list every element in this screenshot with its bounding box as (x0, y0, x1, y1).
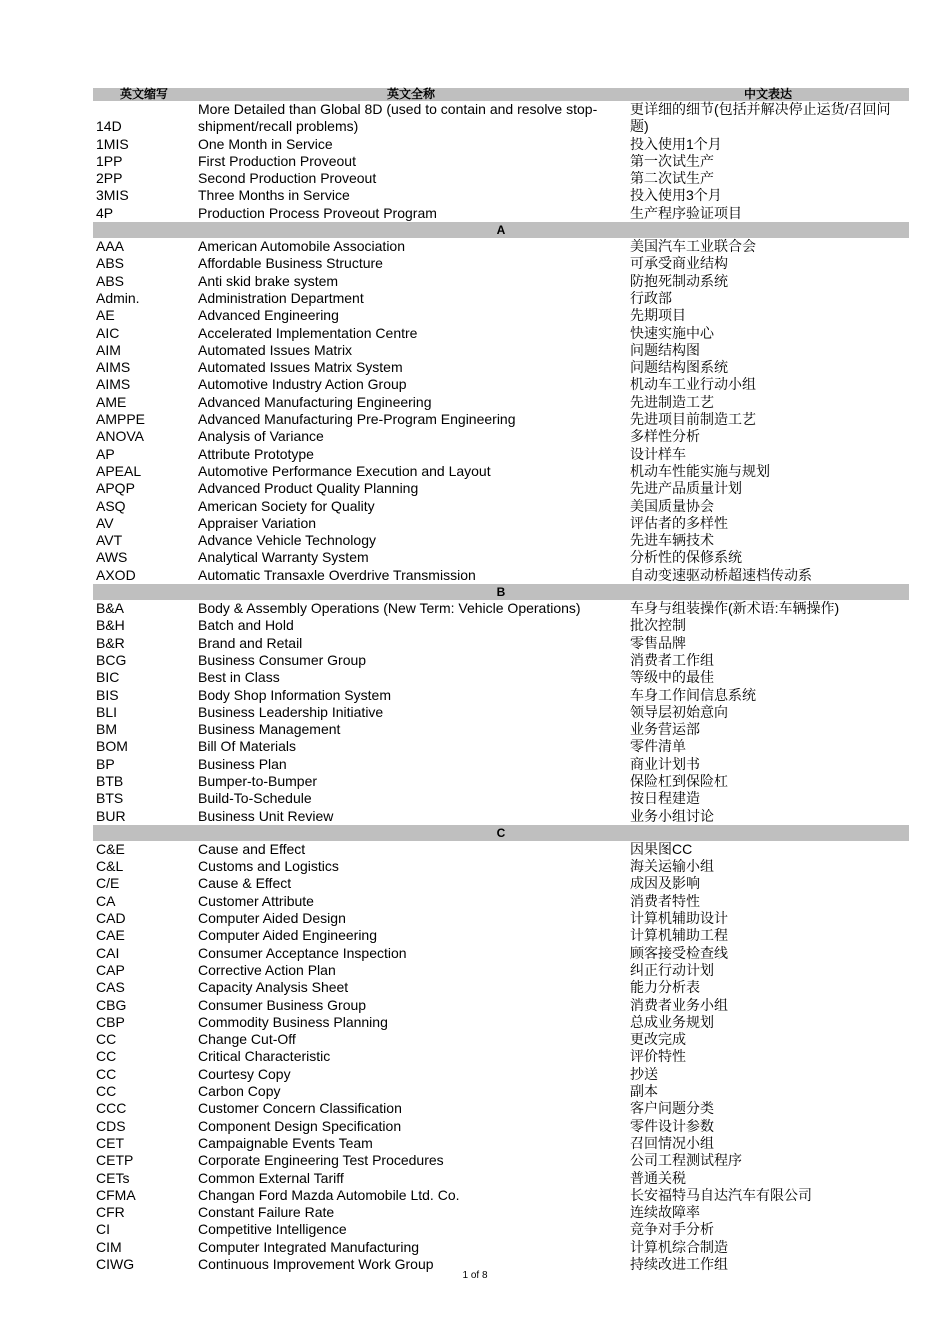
cell-cn: 生产程序验证项目 (630, 204, 742, 221)
cell-abbr: Admin. (96, 289, 140, 306)
cell-full: Bill Of Materials (198, 738, 297, 755)
cell-cn: 领导层初始意向 (630, 703, 728, 720)
table-row (93, 669, 909, 686)
cell-full: First Production Proveout (198, 152, 356, 169)
cell-abbr: CIM (96, 1238, 122, 1255)
table-row (93, 738, 909, 755)
cell-cn: 先进制造工艺 (630, 393, 714, 410)
cell-abbr: B&R (96, 634, 125, 651)
cell-cn: 能力分析表 (630, 979, 700, 996)
cell-abbr: CETP (96, 1152, 134, 1169)
table-row (93, 394, 909, 411)
cell-abbr: 4P (96, 204, 114, 221)
table-row (93, 1014, 909, 1031)
table-row (93, 1152, 909, 1169)
table-row (93, 945, 909, 962)
cell-cn: 消费者特性 (630, 892, 700, 909)
cell-full: Three Months in Service (198, 187, 350, 204)
abbreviation-table (93, 88, 909, 1273)
table-row (93, 463, 909, 480)
cell-abbr: CIWG (96, 1256, 135, 1272)
cell-cn: 防抱死制动系统 (630, 272, 728, 289)
cell-abbr: CI (96, 1221, 110, 1238)
cell-cn: 分析性的保修系统 (630, 549, 742, 566)
cell-full: One Month in Service (198, 135, 333, 152)
cell-abbr: AP (96, 445, 115, 462)
table-row (93, 567, 909, 584)
table-row (93, 1118, 909, 1135)
cell-abbr: C/E (96, 875, 120, 892)
cell-full: Commodity Business Planning (198, 1013, 388, 1030)
cell-full: American Automobile Association (198, 238, 405, 255)
cell-abbr: APQP (96, 480, 135, 497)
header-full: 英文全称 (195, 88, 627, 101)
table-row (93, 238, 909, 255)
cell-full: Computer Aided Engineering (198, 927, 378, 944)
cell-full: Automated Issues Matrix (198, 341, 353, 358)
table-row (93, 498, 909, 515)
table-row (93, 962, 909, 979)
cell-full: Campaignable Events Team (198, 1134, 373, 1151)
cell-full: More Detailed than Global 8D (used to contain and resolve stop-shipment/recall problems) (198, 101, 598, 135)
cell-cn: 投入使用1个月 (630, 135, 722, 152)
cell-full: Bumper-to-Bumper (198, 772, 318, 789)
cell-cn: 零件设计参数 (630, 1117, 714, 1134)
cell-cn: 美国汽车工业联合会 (630, 238, 756, 255)
cell-full: Corporate Engineering Test Procedures (198, 1152, 444, 1169)
cell-full: Cause & Effect (198, 875, 292, 892)
cell-cn: 消费者业务小组 (630, 996, 728, 1013)
cell-cn: 连续故障率 (630, 1204, 700, 1221)
cell-cn: 机动车工业行动小组 (630, 376, 756, 393)
cell-full: Appraiser Variation (198, 514, 317, 531)
cell-cn: 零件清单 (630, 738, 686, 755)
section-letter: C (93, 825, 909, 841)
cell-cn: 先进产品质量计划 (630, 480, 742, 497)
cell-cn: 等级中的最佳 (630, 669, 714, 686)
cell-full: Advanced Manufacturing Engineering (198, 393, 432, 410)
table-row (93, 1031, 909, 1048)
table-row (93, 600, 909, 617)
cell-cn: 评价特性 (630, 1048, 686, 1065)
cell-abbr: CCC (96, 1100, 127, 1117)
cell-cn: 评估者的多样性 (630, 514, 728, 531)
cell-cn: 多样性分析 (630, 428, 700, 445)
cell-cn: 消费者工作组 (630, 651, 714, 668)
cell-cn: 因果图CC (630, 840, 693, 857)
cell-abbr: 2PP (96, 170, 123, 187)
cell-full: Customer Attribute (198, 892, 314, 909)
cell-full: Cause and Effect (198, 840, 306, 857)
cell-cn: 副本 (630, 1083, 658, 1100)
cell-full: Brand and Retail (198, 634, 303, 651)
cell-cn: 保险杠到保险杠 (630, 772, 728, 789)
cell-full: Automotive Performance Execution and Layout (198, 462, 491, 479)
table-row (93, 1066, 909, 1083)
section-header-row (93, 222, 909, 238)
cell-full: Analysis of Variance (198, 428, 324, 445)
cell-cn: 商业计划书 (630, 755, 700, 772)
cell-abbr: AVT (96, 532, 123, 549)
page-number: 1 of 8 (462, 1270, 488, 1281)
table-row (93, 101, 909, 136)
cell-abbr: CET (96, 1134, 124, 1151)
table-row (93, 617, 909, 634)
table-row (93, 997, 909, 1014)
cell-full: Business Unit Review (198, 807, 334, 824)
cell-cn: 先进项目前制造工艺 (630, 411, 756, 428)
cell-cn: 先进车辆技术 (630, 532, 714, 549)
cell-full: Constant Failure Rate (198, 1204, 335, 1221)
cell-full: American Society for Quality (198, 497, 375, 514)
cell-abbr: B&H (96, 617, 125, 634)
cell-cn: 总成业务规划 (630, 1013, 714, 1030)
header-cn: 中文表达 (627, 88, 909, 101)
table-row (93, 1204, 909, 1221)
cell-full: Continuous Improvement Work Group (198, 1256, 434, 1272)
cell-full: Body Shop Information System (198, 686, 391, 703)
cell-full: Administration Department (198, 289, 364, 306)
header-row (93, 88, 909, 101)
cell-abbr: CAE (96, 927, 125, 944)
cell-cn: 行政部 (630, 289, 672, 306)
table-row (93, 773, 909, 790)
cell-cn: 顾客接受检查线 (630, 944, 728, 961)
cell-full: Advanced Engineering (198, 307, 339, 324)
cell-abbr: AME (96, 393, 127, 410)
cell-abbr: ANOVA (96, 428, 144, 445)
cell-full: Consumer Business Group (198, 996, 367, 1013)
cell-abbr: AAA (96, 238, 125, 255)
cell-cn: 零售品牌 (630, 634, 686, 651)
cell-full: Business Management (198, 721, 341, 738)
cell-abbr: BTB (96, 772, 124, 789)
cell-abbr: CFMA (96, 1186, 136, 1203)
cell-cn: 计算机综合制造 (630, 1238, 728, 1255)
cell-full: Capacity Analysis Sheet (198, 979, 349, 996)
cell-full: Advanced Product Quality Planning (198, 480, 419, 497)
table-row (93, 858, 909, 875)
table-row (93, 808, 909, 825)
cell-full: Accelerated Implementation Centre (198, 324, 418, 341)
cell-abbr: AV (96, 514, 114, 531)
cell-full: Corrective Action Plan (198, 961, 336, 978)
section-header-row (93, 584, 909, 600)
cell-full: Changan Ford Mazda Automobile Ltd. Co. (198, 1186, 460, 1203)
cell-abbr: ABS (96, 255, 125, 272)
cell-cn: 第二次试生产 (630, 170, 714, 187)
table-row (93, 153, 909, 170)
cell-cn: 第一次试生产 (630, 152, 714, 169)
cell-full: Competitive Intelligence (198, 1221, 347, 1238)
cell-full: Production Process Proveout Program (198, 204, 437, 221)
cell-cn: 先期项目 (630, 307, 686, 324)
section-letter: B (93, 584, 909, 600)
table-row (93, 255, 909, 272)
cell-abbr: AE (96, 307, 115, 324)
table-row (93, 532, 909, 549)
cell-cn: 海关运输小组 (630, 858, 714, 875)
cell-full: Change Cut-Off (198, 1031, 296, 1048)
table-row (93, 927, 909, 944)
table-row (93, 515, 909, 532)
cell-abbr: CAP (96, 961, 125, 978)
table-row (93, 359, 909, 376)
table-row (93, 893, 909, 910)
cell-cn: 投入使用3个月 (630, 187, 722, 204)
cell-abbr: CETs (96, 1169, 130, 1186)
cell-cn: 抄送 (630, 1065, 658, 1082)
cell-abbr: AIC (96, 324, 120, 341)
table-row (93, 480, 909, 497)
cell-abbr: CA (96, 892, 116, 909)
cell-cn: 问题结构图系统 (630, 359, 728, 376)
cell-abbr: 3MIS (96, 187, 129, 204)
cell-abbr: BP (96, 755, 115, 772)
cell-cn: 美国质量协会 (630, 497, 714, 514)
table-row (93, 721, 909, 738)
table-row (93, 1239, 909, 1256)
cell-full: Component Design Specification (198, 1117, 402, 1134)
cell-abbr: B&A (96, 600, 125, 617)
cell-full: Advance Vehicle Technology (198, 532, 376, 549)
cell-abbr: CAD (96, 910, 126, 927)
cell-full: Automatic Transaxle Overdrive Transmission (198, 566, 476, 583)
cell-cn: 公司工程测试程序 (630, 1152, 742, 1169)
cell-cn: 问题结构图 (630, 341, 700, 358)
cell-abbr: CC (96, 1065, 117, 1082)
abbreviation-sheet (93, 88, 909, 1273)
cell-abbr: CAI (96, 944, 120, 961)
header-abbr: 英文缩写 (93, 88, 195, 101)
cell-abbr: BCG (96, 651, 127, 668)
cell-cn: 客户问题分类 (630, 1100, 714, 1117)
cell-cn: 自动变速驱动桥超速档传动系 (630, 566, 812, 583)
cell-cn: 机动车性能实施与规划 (630, 462, 770, 479)
cell-abbr: CDS (96, 1117, 126, 1134)
cell-full: Business Leadership Initiative (198, 703, 384, 720)
table-row (93, 1048, 909, 1065)
cell-full: Common External Tariff (198, 1169, 344, 1186)
cell-cn: 车身与组装操作(新术语:车辆操作) (630, 600, 840, 617)
cell-abbr: C&E (96, 840, 125, 857)
cell-abbr: 14D (96, 118, 122, 135)
cell-full: Best in Class (198, 669, 280, 686)
cell-full: Automotive Industry Action Group (198, 376, 407, 393)
cell-abbr: CAS (96, 979, 125, 996)
table-row (93, 549, 909, 566)
section-letter: A (93, 222, 909, 238)
table-body (93, 101, 909, 1273)
cell-full: Computer Aided Design (198, 910, 346, 927)
cell-cn: 长安福特马自达汽车有限公司 (630, 1186, 812, 1203)
table-row (93, 307, 909, 324)
table-row (93, 756, 909, 773)
cell-abbr: C&L (96, 858, 124, 875)
table-row (93, 342, 909, 359)
table-row (93, 875, 909, 892)
cell-abbr: AMPPE (96, 411, 146, 428)
cell-abbr: AIMS (96, 376, 131, 393)
table-row (93, 376, 909, 393)
cell-cn: 计算机辅助设计 (630, 910, 728, 927)
table-row (93, 325, 909, 342)
table-row (93, 635, 909, 652)
table-row (93, 687, 909, 704)
cell-abbr: CC (96, 1083, 117, 1100)
table-row (93, 136, 909, 153)
cell-cn: 快速实施中心 (630, 324, 714, 341)
table-row (93, 790, 909, 807)
cell-full: Automated Issues Matrix System (198, 359, 403, 376)
table-row (93, 1187, 909, 1204)
cell-full: Batch and Hold (198, 617, 294, 634)
cell-abbr: CC (96, 1048, 117, 1065)
cell-abbr: CBG (96, 996, 127, 1013)
cell-cn: 业务小组讨论 (630, 807, 714, 824)
cell-full: Consumer Acceptance Inspection (198, 944, 407, 961)
table-row (93, 205, 909, 222)
section-header-row (93, 825, 909, 841)
cell-cn: 持续改进工作组 (630, 1256, 728, 1272)
table-row (93, 841, 909, 858)
table-row (93, 411, 909, 428)
cell-full: Customs and Logistics (198, 858, 339, 875)
cell-cn: 竞争对手分析 (630, 1221, 714, 1238)
cell-full: Anti skid brake system (198, 272, 339, 289)
cell-abbr: ABS (96, 272, 125, 289)
cell-cn: 可承受商业结构 (630, 255, 728, 272)
table-row (93, 1221, 909, 1238)
cell-cn: 纠正行动计划 (630, 961, 714, 978)
cell-full: Affordable Business Structure (198, 255, 383, 272)
cell-abbr: BM (96, 721, 117, 738)
cell-abbr: ASQ (96, 497, 126, 514)
cell-cn: 普通关税 (630, 1169, 686, 1186)
table-row (93, 1170, 909, 1187)
cell-cn: 成因及影响 (630, 875, 700, 892)
cell-abbr: BIS (96, 686, 119, 703)
cell-cn: 批次控制 (630, 617, 686, 634)
cell-full: Courtesy Copy (198, 1065, 291, 1082)
cell-abbr: BTS (96, 790, 124, 807)
cell-abbr: AXOD (96, 566, 136, 583)
table-row (93, 273, 909, 290)
cell-full: Second Production Proveout (198, 170, 377, 187)
cell-cn: 设计样车 (630, 445, 686, 462)
table-row (93, 910, 909, 927)
cell-abbr: AWS (96, 549, 128, 566)
cell-cn: 业务营运部 (630, 721, 700, 738)
cell-abbr: CFR (96, 1204, 125, 1221)
cell-abbr: 1PP (96, 152, 123, 169)
table-row (93, 1135, 909, 1152)
cell-abbr: BLI (96, 703, 118, 720)
table-row (93, 1083, 909, 1100)
cell-full: Carbon Copy (198, 1083, 281, 1100)
cell-full: Computer Integrated Manufacturing (198, 1238, 420, 1255)
cell-abbr: AIM (96, 341, 121, 358)
cell-abbr: CC (96, 1031, 117, 1048)
cell-cn: 更详细的细节(包括并解决停止运货/召回问题) (630, 101, 891, 135)
table-row (93, 290, 909, 307)
cell-cn: 计算机辅助工程 (630, 927, 728, 944)
cell-abbr: AIMS (96, 359, 131, 376)
table-row (93, 652, 909, 669)
cell-full: Business Plan (198, 755, 287, 772)
table-row (93, 428, 909, 445)
table-row (93, 979, 909, 996)
cell-abbr: BIC (96, 669, 120, 686)
cell-cn: 按日程建造 (630, 790, 700, 807)
table-row (93, 170, 909, 187)
cell-full: Build-To-Schedule (198, 790, 312, 807)
cell-cn: 更改完成 (630, 1031, 686, 1048)
cell-cn: 车身工作间信息系统 (630, 686, 756, 703)
table-row (93, 704, 909, 721)
cell-full: Analytical Warranty System (198, 549, 369, 566)
cell-full: Business Consumer Group (198, 651, 367, 668)
table-row (93, 187, 909, 204)
cell-abbr: APEAL (96, 462, 142, 479)
cell-abbr: CBP (96, 1013, 125, 1030)
cell-full: Critical Characteristic (198, 1048, 331, 1065)
cell-full: Customer Concern Classification (198, 1100, 402, 1117)
cell-cn: 召回情况小组 (630, 1134, 714, 1151)
table-row (93, 446, 909, 463)
cell-abbr: 1MIS (96, 135, 129, 152)
table-row (93, 1100, 909, 1117)
cell-full: Attribute Prototype (198, 445, 314, 462)
cell-full: Advanced Manufacturing Pre-Program Engineering (198, 411, 516, 428)
cell-full: Body & Assembly Operations (New Term: Vehicle Operations) (198, 600, 581, 617)
cell-abbr: BOM (96, 738, 128, 755)
cell-abbr: BUR (96, 807, 126, 824)
